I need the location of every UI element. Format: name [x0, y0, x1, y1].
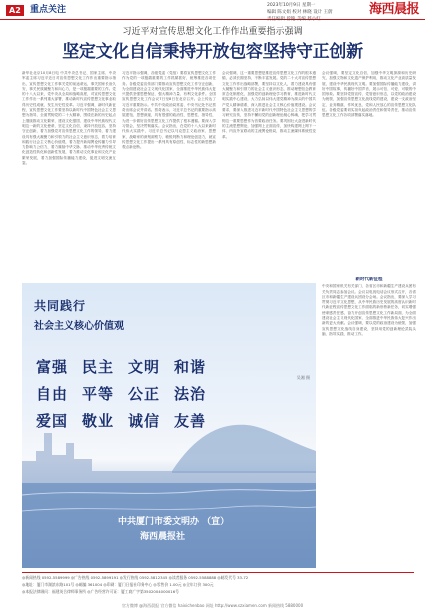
ad-title: 共同践行	[34, 299, 87, 313]
article-column-2: 习近平指示强调，各级党委（党组）要将宣传思想文化工作作为党的一项极端重要的工作抓紧抓好，统筹推进各项任务。各级党委宣传部门要推动宣传思想文化工作守正创新，为全面建设社会主义现代化国家、全面推进中华民族伟大复兴提供坚强思想保证、强大精神力量、有利文化条件。全国宣传思想文化工作会议7日至8日在北京召开。会上传达了习近平重要指示。中共中央政治局常委、中央书记处书记蔡奇出席会议并讲话。蔡奇表示，习近平总书记的重要指示高屋建瓴、思想深邃，具有很强的政治性、思想性、指导性，为进一步做好宣传思想文化工作提供了根本遵循。要深入学习领会，坚决贯彻落实。会议指出，在党的十八大以来新时代伟大实践中，习近平总书记以马克思主义政治家、思想家、战略家的深刻洞察力、敏锐判断力和理论创造力，就宣传思想文化工作提出一系列具有原创性、标志性的新思想新观点新论断。	[122, 71, 216, 150]
footer-address: ◎地址：厦门市湖滨东路101号 ◎邮编 361004 ◎印刷：厦门日报社印务中心 ◎零售价 1.00元 ◎全年订价 300元	[22, 582, 214, 587]
ad-sponsor-name: 中共厦门市委文明办	[118, 517, 200, 527]
values-row	[36, 383, 226, 410]
page-number: A2	[6, 5, 24, 16]
value-word: 友善	[174, 412, 207, 430]
value-word: 和谐	[174, 358, 207, 376]
page-header	[0, 0, 425, 20]
public-service-ad	[22, 283, 316, 568]
article-column-4: 会议强调，要坚定文化自信，加强中华文明探源和历史研究，加强文物和文化遗产保护利用，推动文化产业高质量发展，建设中华民族现代文明。要加强国际传播能力建设，讲好中国故事，传播好中国声音，展示可信、可爱、可敬的中国形象。要坚持党管宣传、党管意识形态，以党的政治建设为统领，加强宣传思想文化战线党的建设，建设一支政治坚定、业务精湛、作风优良、党和人民放心的宣传思想文化队伍。各级党委要切实担负起政治责任和领导责任，推动宣传思想文化工作各项部署落实落地。	[322, 71, 416, 118]
values-row	[36, 356, 226, 383]
value-word: 文明	[128, 358, 161, 376]
core-values-grid	[36, 356, 226, 437]
ad-subtitle: 社会主义核心价值观	[34, 321, 124, 332]
article-continuation-text: 中央和国家机关有关部门、各省区市和新疆生产建设兵团有关负责同志参加会议。会议以电视电话会议形式召开，各省区市和新疆生产建设兵团设分会场。会议指出，要深入学习贯彻习近平文化思想，从中华民族历史发展的高度认识新时代新征程宣传思想文化工作面临的新形势新任务，切实增强使命感责任感，奋力开创宣传思想文化工作新局面，为全面建设社会主义现代化国家、全面推进中华民族伟大复兴作出新的更大贡献。会议强调，要以党的政治建设为统领，加强宣传思想文化战线自身建设，坚持用党的创新理论武装头脑、指导实践、推动工作。	[322, 284, 416, 336]
values-row	[36, 410, 226, 437]
article-headline: 坚定文化自信秉持开放包容坚持守正创新	[62, 42, 363, 62]
header-editors: 编辑 陈文娟 校对 林晓 设计 王蔚	[267, 10, 333, 15]
value-word: 平等	[82, 385, 115, 403]
photo-credit: 吴湘 摄	[296, 375, 310, 380]
section-title: 重点关注	[30, 5, 67, 15]
page-footer	[22, 572, 414, 602]
header-info	[267, 2, 347, 23]
value-word: 爱国	[36, 412, 69, 430]
footer-social-line: 官方微博 @海西晨报 官方微信 haixichenbao 网址 http://www.szxiamen.com 新闻热线 5880000	[121, 603, 304, 608]
value-word: 民主	[82, 358, 115, 376]
value-word: 敬业	[82, 412, 115, 430]
value-word: 法治	[174, 385, 207, 403]
ad-sponsor-mark: （宣）	[202, 517, 230, 527]
article-continuation	[322, 277, 416, 532]
ad-sponsor-2: 海西晨报社	[140, 532, 186, 542]
article-column-1: 新华社北京10月8日电 中共中央总书记、国家主席、中央军委主席习近平近日对宣传思想文化工作作出重要指示指出，宣传思想文化工作事关党的前途命运，事关国家长治久安，事关民族凝聚力和向心力，是一项极端重要的工作。党的十八大以来，党中央从全局和战略高度，对宣传思想文化工作作出一系列重大部署，推动新时代宣传思想文化事业取得历史性成就、发生历史性变革。习近平强调，新时代新征程，宣传思想文化工作要坚持以新时代中国特色社会主义思想为指导，全面贯彻党的二十大精神，围绕在新的历史起点上继续推动文化繁荣、建设文化强国、建设中华民族现代文明这一新的文化使命，坚定文化自信，秉持开放包容，坚持守正创新，着力加强党对宣传思想文化工作的领导，着力建设具有强大凝聚力和引领力的社会主义意识形态，着力培育和践行社会主义核心价值观，着力提升新闻舆论传播力引导力影响力公信力，着力赓续中华文脉、推动中华优秀传统文化创造性转化和创新性发展，着力推动文化事业和文化产业繁荣发展，着力加强国际传播能力建设，促进文明交流互鉴。	[22, 71, 116, 166]
article-body	[22, 71, 414, 277]
footer-hotlines: ◎新闻热线 0592-5589999 ◎广告热线 0592-5899191 ◎发行热线 0592-5812345 ◎读者服务 0592-5588888 ◎邮发代号 33-72	[22, 575, 249, 580]
footer-legal: ◎本报法律顾问：福建英合律师事务所 ◎广告经营许可证：厦工商广字第3502004000016号	[22, 589, 179, 594]
value-word: 诚信	[128, 412, 161, 430]
header-date: 2023年10月9日 星期一	[267, 3, 316, 8]
header-designers: 责任编辑 曾艳 美编 蔡小红	[267, 17, 321, 22]
value-word: 公正	[128, 385, 161, 403]
article-kicker: 习近平对宣传思想文化工作作出重要指示强调	[122, 27, 303, 37]
value-word: 富强	[36, 358, 69, 376]
newspaper-logo: 海西晨报	[368, 2, 419, 17]
article-subheading: 新时代新征程	[355, 277, 383, 282]
value-word: 自由	[36, 385, 69, 403]
article-column-3: 会议强调，这一重要思想是推进宣传思想文化工作的根本遵循，必须长期坚持、不断丰富发展。党的二十大对宣传思想文化工作作出战略部署，要坚持以文化人，着力建设具有强大凝聚力和引领力的社会主义意识形态，推动理想信念教育常态化制度化，加强党的创新理论学习教育，推进新时代文明实践中心建设，大力弘扬以伟大建党精神为源头的中国共产党人精神谱系，深入推进社会主义核心价值观建设。会议要求，要深入推进习近平新时代中国特色社会主义思想的学习研究宣传，坚持不懈用党的创新理论凝心铸魂，把学习贯彻这一重要思想作为首要政治任务。要巩固壮大奋进新时代的主流思想舆论，加强网上正面宣传，加快构建网上网下一体、内宣外宣联动的主流舆论格局，推动主流媒体系统性变革。	[222, 71, 316, 139]
ad-sponsor	[118, 516, 229, 528]
